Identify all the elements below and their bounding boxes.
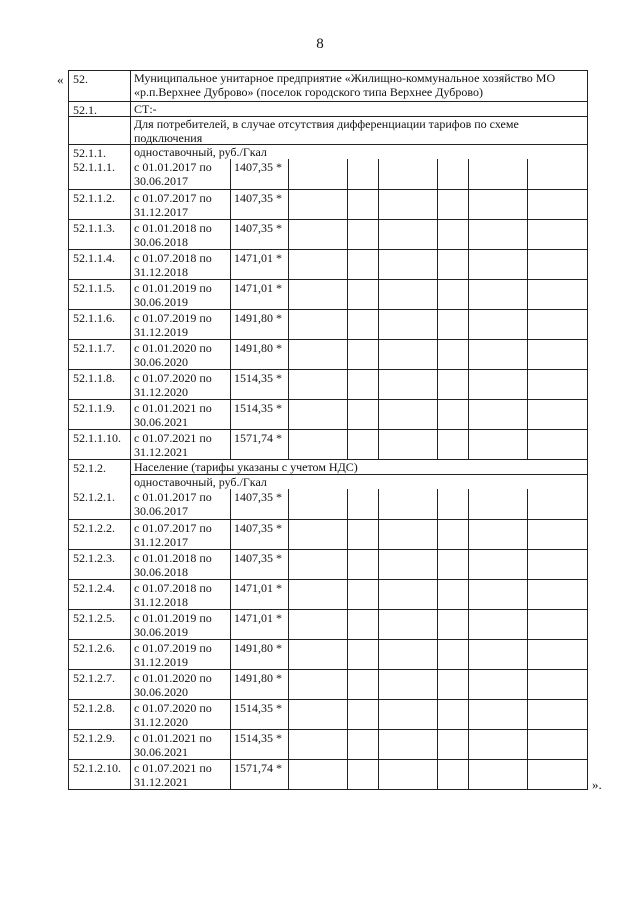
table-row: [69, 219, 587, 249]
row-period: с 01.07.2017 по 31.12.2017: [130, 520, 230, 549]
row-period: с 01.01.2020 по 30.06.2020: [130, 340, 230, 369]
empty-cell: [527, 760, 587, 789]
empty-cell: [288, 640, 347, 669]
row-number: 52.1.1.7.: [73, 341, 115, 355]
table-row: [69, 159, 587, 189]
empty-cell: [437, 400, 468, 429]
empty-cell: [288, 310, 347, 339]
empty-cell: [437, 760, 468, 789]
table-row: [69, 489, 587, 519]
empty-cell: [378, 700, 437, 729]
tariff-table: [68, 70, 588, 790]
empty-cell: [347, 159, 378, 189]
empty-cell: [288, 370, 347, 399]
empty-cell: [378, 400, 437, 429]
row-value: 1491,80 *: [230, 640, 288, 669]
row-value: 1491,80 *: [230, 670, 288, 699]
empty-cell: [527, 250, 587, 279]
st-number: 52.1.: [73, 103, 97, 117]
empty-cell: [347, 550, 378, 579]
row-period: с 01.01.2019 по 30.06.2019: [130, 280, 230, 309]
row-value: 1571,74 *: [230, 430, 288, 459]
table-row: [69, 549, 587, 579]
empty-cell: [347, 700, 378, 729]
empty-cell: [288, 159, 347, 189]
empty-cell: [288, 700, 347, 729]
empty-cell: [347, 760, 378, 789]
empty-cell: [468, 280, 527, 309]
empty-cell: [288, 430, 347, 459]
empty-cell: [378, 310, 437, 339]
table-row: [69, 339, 587, 369]
table-row: [69, 609, 587, 639]
st-label: СТ:-: [130, 102, 587, 116]
empty-cell: [527, 340, 587, 369]
empty-cell: [437, 220, 468, 249]
empty-cell: [468, 159, 527, 189]
row-value: 1491,80 *: [230, 310, 288, 339]
table-row: [69, 729, 587, 759]
table-row: [69, 279, 587, 309]
row-value: 1514,35 *: [230, 730, 288, 759]
population-row: [69, 459, 587, 489]
row-number: 52.1.2.2.: [73, 521, 115, 535]
row-number: 52.1.1.10.: [73, 431, 121, 445]
row-value: 1407,35 *: [230, 159, 288, 189]
empty-cell: [468, 760, 527, 789]
empty-cell: [468, 550, 527, 579]
empty-cell: [527, 640, 587, 669]
empty-cell: [288, 489, 347, 519]
empty-cell: [437, 640, 468, 669]
row-value: 1407,35 *: [230, 220, 288, 249]
empty-cell: [347, 370, 378, 399]
empty-cell: [288, 670, 347, 699]
row-period: с 01.07.2018 по 31.12.2018: [130, 250, 230, 279]
empty-cell: [378, 760, 437, 789]
consumers-number: [69, 117, 130, 144]
row-value: 1514,35 *: [230, 370, 288, 399]
st-row: [69, 101, 587, 116]
empty-cell: [378, 159, 437, 189]
org-name: Муниципальное унитарное предприятие «Жилищно-коммунальное хозяйство МО «р.п.Верхнее Дуброво» (поселок городского типа Верхнее Дуброво): [130, 71, 587, 101]
row-number: 52.1.2.4.: [73, 581, 115, 595]
opening-quote: «: [57, 72, 64, 87]
empty-cell: [468, 310, 527, 339]
empty-cell: [468, 730, 527, 759]
empty-cell: [437, 280, 468, 309]
empty-cell: [468, 670, 527, 699]
empty-cell: [527, 280, 587, 309]
row-period: с 01.07.2017 по 31.12.2017: [130, 190, 230, 219]
table-row: [69, 639, 587, 669]
empty-cell: [437, 670, 468, 699]
closing-quote: ».: [592, 777, 602, 792]
row-value: 1471,01 *: [230, 580, 288, 609]
empty-cell: [527, 700, 587, 729]
row-period: с 01.01.2017 по 30.06.2017: [130, 159, 230, 189]
row-number: 52.1.2.9.: [73, 731, 115, 745]
empty-cell: [347, 310, 378, 339]
empty-cell: [468, 190, 527, 219]
empty-cell: [378, 550, 437, 579]
population-labels: [130, 460, 587, 489]
table-row: [69, 399, 587, 429]
row-value: 1514,35 *: [230, 700, 288, 729]
row-period: с 01.01.2019 по 30.06.2019: [130, 610, 230, 639]
population-sub-label: одноставочный, руб./Гкал: [131, 474, 587, 489]
empty-cell: [468, 610, 527, 639]
row-value: 1407,35 *: [230, 489, 288, 519]
empty-cell: [468, 700, 527, 729]
empty-cell: [437, 730, 468, 759]
empty-cell: [527, 310, 587, 339]
empty-cell: [437, 430, 468, 459]
empty-cell: [468, 489, 527, 519]
table-row: [69, 309, 587, 339]
empty-cell: [468, 250, 527, 279]
row-period: с 01.01.2021 по 30.06.2021: [130, 730, 230, 759]
empty-cell: [437, 520, 468, 549]
empty-cell: [378, 610, 437, 639]
row-period: с 01.07.2021 по 31.12.2021: [130, 760, 230, 789]
empty-cell: [347, 670, 378, 699]
table-row: [69, 249, 587, 279]
row-value: 1407,35 *: [230, 190, 288, 219]
consumers-row: [69, 116, 587, 144]
empty-cell: [378, 580, 437, 609]
empty-cell: [288, 520, 347, 549]
empty-cell: [288, 190, 347, 219]
empty-cell: [378, 730, 437, 759]
row-period: с 01.07.2018 по 31.12.2018: [130, 580, 230, 609]
empty-cell: [288, 550, 347, 579]
empty-cell: [347, 280, 378, 309]
consumers-label: Для потребителей, в случае отсутствия дифференциации тарифов по схеме подключения: [130, 117, 587, 144]
empty-cell: [527, 159, 587, 189]
empty-cell: [437, 700, 468, 729]
row-value: 1514,35 *: [230, 400, 288, 429]
row-value: 1471,01 *: [230, 280, 288, 309]
empty-cell: [468, 220, 527, 249]
empty-cell: [468, 370, 527, 399]
empty-cell: [527, 220, 587, 249]
empty-cell: [468, 430, 527, 459]
row-period: с 01.01.2020 по 30.06.2020: [130, 670, 230, 699]
empty-cell: [378, 280, 437, 309]
table-row: [69, 759, 587, 789]
empty-cell: [437, 310, 468, 339]
row-period: с 01.07.2019 по 31.12.2019: [130, 310, 230, 339]
empty-cell: [378, 430, 437, 459]
empty-cell: [347, 220, 378, 249]
empty-cell: [347, 430, 378, 459]
table-row: [69, 669, 587, 699]
empty-cell: [527, 430, 587, 459]
empty-cell: [347, 250, 378, 279]
row-period: с 01.07.2021 по 31.12.2021: [130, 430, 230, 459]
empty-cell: [378, 190, 437, 219]
row-value: 1471,01 *: [230, 250, 288, 279]
row-period: с 01.07.2020 по 31.12.2020: [130, 370, 230, 399]
empty-cell: [347, 340, 378, 369]
empty-cell: [378, 670, 437, 699]
empty-cell: [527, 489, 587, 519]
empty-cell: [347, 580, 378, 609]
empty-cell: [288, 580, 347, 609]
consumers-sub-label: одноставочный, руб./Гкал: [130, 145, 587, 159]
row-number: 52.1.1.8.: [73, 371, 115, 385]
empty-cell: [437, 610, 468, 639]
row-value: 1571,74 *: [230, 760, 288, 789]
empty-cell: [527, 190, 587, 219]
empty-cell: [527, 520, 587, 549]
empty-cell: [527, 370, 587, 399]
org-row: [69, 71, 587, 101]
row-period: с 01.01.2021 по 30.06.2021: [130, 400, 230, 429]
empty-cell: [288, 340, 347, 369]
row-value: 1407,35 *: [230, 550, 288, 579]
row-number: 52.1.2.5.: [73, 611, 115, 625]
row-number: 52.1.2.1.: [73, 490, 115, 504]
table-row: [69, 189, 587, 219]
table-row: [69, 429, 587, 459]
empty-cell: [468, 400, 527, 429]
row-number: 52.1.2.7.: [73, 671, 115, 685]
empty-cell: [378, 340, 437, 369]
empty-cell: [468, 580, 527, 609]
empty-cell: [468, 520, 527, 549]
population-number: 52.1.2.: [73, 461, 106, 475]
row-period: с 01.01.2018 по 30.06.2018: [130, 220, 230, 249]
consumers-sub-row: [69, 144, 587, 159]
table-row: [69, 699, 587, 729]
table-row: [69, 369, 587, 399]
row-period: с 01.01.2018 по 30.06.2018: [130, 550, 230, 579]
empty-cell: [288, 250, 347, 279]
population-rows: [69, 489, 587, 789]
org-number: 52.: [73, 72, 88, 86]
empty-cell: [288, 400, 347, 429]
table-row: [69, 519, 587, 549]
empty-cell: [288, 730, 347, 759]
empty-cell: [527, 670, 587, 699]
empty-cell: [347, 730, 378, 759]
empty-cell: [527, 610, 587, 639]
empty-cell: [437, 340, 468, 369]
row-value: 1491,80 *: [230, 340, 288, 369]
empty-cell: [468, 340, 527, 369]
empty-cell: [378, 520, 437, 549]
empty-cell: [437, 370, 468, 399]
empty-cell: [347, 489, 378, 519]
row-number: 52.1.2.3.: [73, 551, 115, 565]
row-number: 52.1.1.4.: [73, 251, 115, 265]
row-number: 52.1.1.9.: [73, 401, 115, 415]
empty-cell: [527, 730, 587, 759]
empty-cell: [378, 220, 437, 249]
consumer-rows: [69, 159, 587, 459]
empty-cell: [437, 489, 468, 519]
empty-cell: [527, 400, 587, 429]
empty-cell: [437, 580, 468, 609]
empty-cell: [347, 610, 378, 639]
empty-cell: [527, 580, 587, 609]
empty-cell: [437, 159, 468, 189]
empty-cell: [288, 610, 347, 639]
empty-cell: [468, 640, 527, 669]
row-number: 52.1.1.3.: [73, 221, 115, 235]
empty-cell: [288, 760, 347, 789]
empty-cell: [288, 220, 347, 249]
row-value: 1471,01 *: [230, 610, 288, 639]
row-value: 1407,35 *: [230, 520, 288, 549]
row-number: 52.1.1.1.: [73, 160, 115, 174]
empty-cell: [378, 370, 437, 399]
table-row: [69, 579, 587, 609]
consumers-sub-number: 52.1.1.: [73, 146, 106, 160]
row-period: с 01.07.2019 по 31.12.2019: [130, 640, 230, 669]
empty-cell: [347, 640, 378, 669]
empty-cell: [378, 489, 437, 519]
row-number: 52.1.1.5.: [73, 281, 115, 295]
row-number: 52.1.1.6.: [73, 311, 115, 325]
empty-cell: [288, 280, 347, 309]
empty-cell: [347, 400, 378, 429]
empty-cell: [437, 190, 468, 219]
empty-cell: [378, 250, 437, 279]
empty-cell: [347, 520, 378, 549]
row-number: 52.1.2.8.: [73, 701, 115, 715]
empty-cell: [527, 550, 587, 579]
population-label: Население (тарифы указаны с учетом НДС): [134, 460, 358, 474]
row-period: с 01.07.2020 по 31.12.2020: [130, 700, 230, 729]
empty-cell: [437, 550, 468, 579]
empty-cell: [437, 250, 468, 279]
row-number: 52.1.2.10.: [73, 761, 121, 775]
row-number: 52.1.2.6.: [73, 641, 115, 655]
empty-cell: [347, 190, 378, 219]
page-number: 8: [316, 36, 324, 52]
row-number: 52.1.1.2.: [73, 191, 115, 205]
row-period: с 01.01.2017 по 30.06.2017: [130, 489, 230, 519]
empty-cell: [378, 640, 437, 669]
